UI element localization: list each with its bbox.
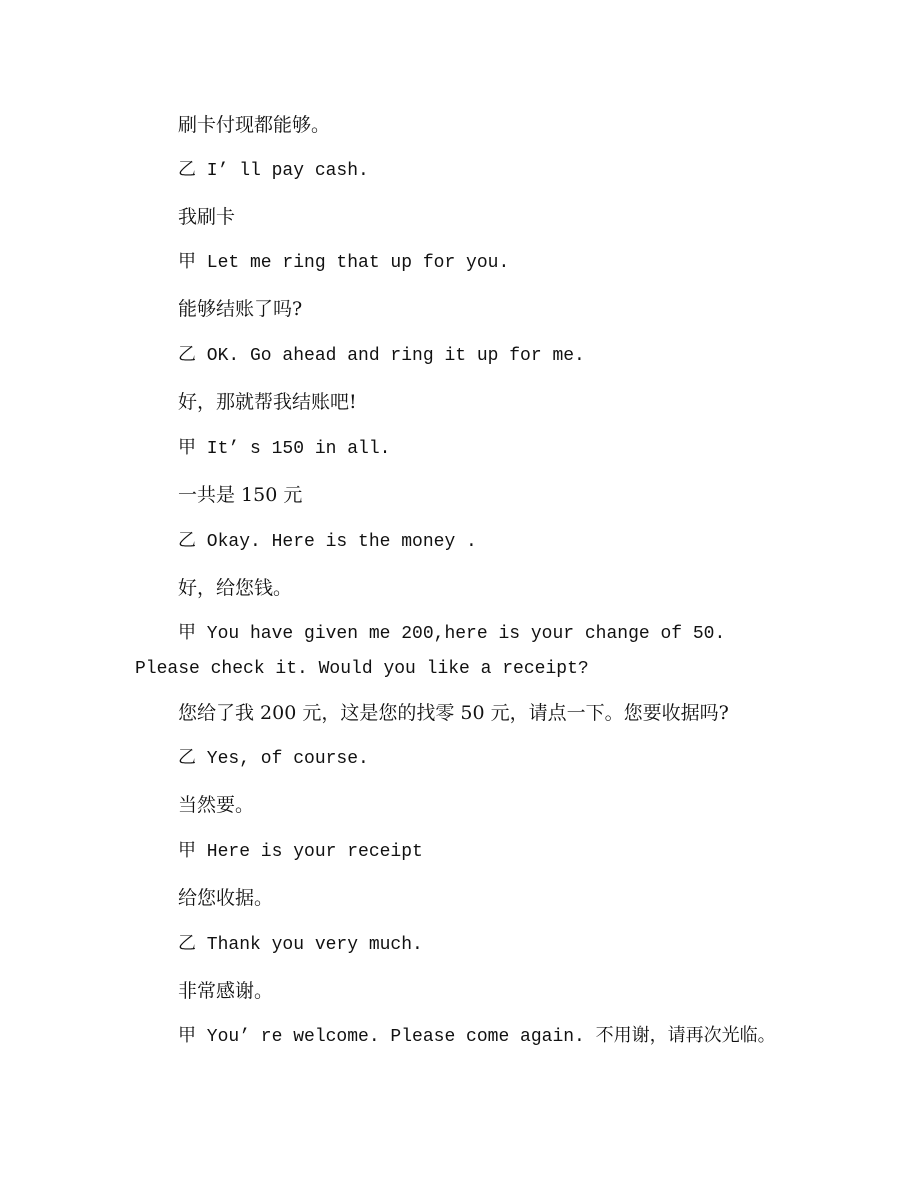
text-line: 好，那就帮我结账吧! xyxy=(178,391,357,413)
text-line: 一共是 150 元 xyxy=(178,484,303,506)
text-line: 我刷卡 xyxy=(178,206,236,228)
text-line: 刷卡付现都能够。 xyxy=(178,114,331,136)
text-line: 您给了我 200 元，这是您的找零 50 元，请点一下。您要收据吗? xyxy=(178,702,729,724)
text-line: 甲 Here is your receipt xyxy=(178,842,423,862)
text-line: 甲 Let me ring that up for you. xyxy=(178,253,510,273)
text-line: 甲 It’ s 150 in all. xyxy=(178,439,391,459)
text-line: 乙 Yes, of course. xyxy=(178,749,369,769)
text-line: 甲 You’ re welcome. Please come again. 不用谢，请再次光临。 xyxy=(178,1027,776,1047)
text-line: Please check it. Would you like a receipt? xyxy=(135,659,589,679)
text-line: 乙 I’ ll pay cash. xyxy=(178,161,369,181)
text-line: 能够结账了吗? xyxy=(178,298,303,320)
text-line: 乙 Thank you very much. xyxy=(178,935,423,955)
text-line: 当然要。 xyxy=(178,794,255,816)
text-line: 甲 You have given me 200,here is your change of 50. xyxy=(178,624,726,644)
text-line: 给您收据。 xyxy=(178,887,274,909)
text-line: 好，给您钱。 xyxy=(178,577,293,599)
text-line: 非常感谢。 xyxy=(178,980,274,1002)
text-line: 乙 Okay. Here is the money . xyxy=(178,532,477,552)
text-line: 乙 OK. Go ahead and ring it up for me. xyxy=(178,346,585,366)
